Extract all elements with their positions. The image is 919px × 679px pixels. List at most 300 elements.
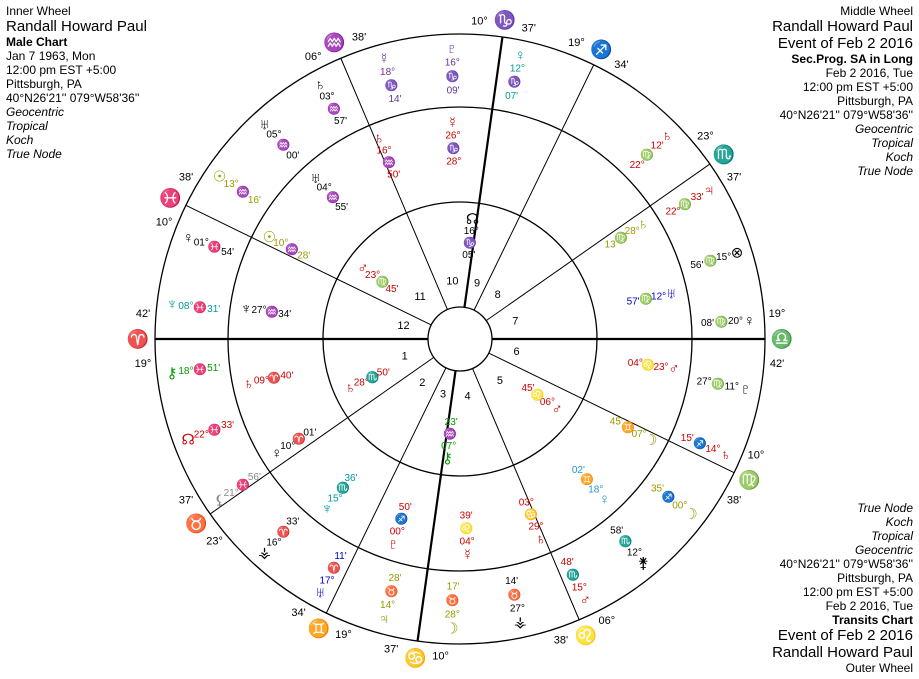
planet-degree: 27° <box>509 603 525 615</box>
cusp-sign-icon: ♎ <box>770 329 794 349</box>
cusp-sign-icon: ♉ <box>184 513 208 534</box>
chart-type: Sec.Prog. SA in Long <box>791 52 913 66</box>
planet-degree: 06° <box>539 397 555 408</box>
planet-group <box>697 377 752 398</box>
planet-group <box>378 51 401 106</box>
cusp-degree: 19° <box>134 357 152 370</box>
planet-minute: 05' <box>462 250 476 261</box>
planet-degree: 12' <box>650 140 664 152</box>
planet-glyph-icon: ☿ <box>446 114 459 132</box>
planet-sign-icon: ♒ <box>235 186 250 199</box>
planet-sign-icon: ♏ <box>365 372 380 384</box>
option: Tropical <box>6 119 48 133</box>
house-number: 4 <box>464 390 471 403</box>
planet-glyph-icon: ☉ <box>212 168 227 186</box>
cusp-degree: 23° <box>206 535 223 548</box>
planet-sign-icon: ♍ <box>640 149 655 162</box>
planet-glyph-icon: ♇ <box>739 380 752 398</box>
planet-glyph-icon: ♅ <box>258 116 271 134</box>
cusp-minute: 37' <box>178 494 194 507</box>
planet-minute: 08' <box>700 317 715 329</box>
planet-minute: 33' <box>221 419 235 431</box>
planet-sign-icon: ♈ <box>326 562 341 575</box>
planet-sign-icon: ♍ <box>678 198 692 211</box>
planet-group <box>240 300 291 320</box>
planet-glyph-icon: ⚶ <box>258 544 271 562</box>
planet-degree: 08° <box>178 300 194 312</box>
cusp-minute: 34' <box>291 607 306 619</box>
planet-glyph-icon: ☽ <box>684 505 698 523</box>
planet-sign-icon: ♒ <box>264 306 279 319</box>
planet-glyph-icon: ☉ <box>262 229 277 247</box>
planet-group <box>373 130 400 180</box>
planet-minute: 40' <box>280 370 294 382</box>
planet-degree: 23° <box>653 361 669 373</box>
planet-sign-icon: ♑ <box>507 76 522 89</box>
house-number: 1 <box>401 350 408 363</box>
planet-sign-icon: ♓ <box>235 479 250 492</box>
planet-group <box>630 128 673 171</box>
planet-group <box>345 368 390 397</box>
planet-degree: 15° <box>327 493 343 505</box>
cusp-degree: 10° <box>155 216 173 229</box>
planet-group <box>701 312 755 329</box>
planet-group <box>505 47 526 102</box>
planet-glyph-icon: ♆ <box>321 500 333 518</box>
wheel-label: Inner Wheel <box>6 4 71 18</box>
cusp-sign-icon: ♐ <box>589 39 613 60</box>
planet-degree: 27° <box>251 305 267 317</box>
cusp-line <box>489 353 734 473</box>
cusp-minute: 38' <box>553 634 569 647</box>
cusp-degree: 10° <box>471 15 488 28</box>
planet-group <box>321 473 357 518</box>
planet-degree: 18° <box>380 67 396 79</box>
planet-sign-icon: ♑ <box>463 237 477 250</box>
cusp-sign-icon: ♒ <box>322 32 346 53</box>
planet-group <box>610 526 649 573</box>
planet-sign-icon: ♉ <box>384 585 399 598</box>
planet-glyph-icon: ☽ <box>643 431 658 449</box>
planet-minute: 45' <box>609 416 623 428</box>
planet-sign-icon: ♏ <box>618 536 633 548</box>
planet-glyph-icon: ♃ <box>378 610 390 628</box>
planet-glyph-icon: ♂ <box>551 401 563 418</box>
center-ring <box>428 307 492 371</box>
house-number: 5 <box>496 375 503 388</box>
planet-glyph-icon: ♀ <box>271 445 283 462</box>
planet-sign-icon: ♍ <box>638 293 653 306</box>
planet-sign-icon: ♌ <box>641 359 656 372</box>
planet-group <box>572 465 610 508</box>
planet-minute: 02' <box>571 465 585 476</box>
planet-degree: 10° <box>280 441 296 453</box>
planet-glyph-icon: ♄ <box>535 530 547 548</box>
planet-sign-icon: ♊ <box>620 422 635 435</box>
planet-degree: 17° <box>319 575 335 587</box>
planet-group <box>214 472 261 510</box>
planet-minute: 57' <box>333 116 348 128</box>
planet-degree: 03° <box>319 91 335 103</box>
planet-minute: 22° <box>629 160 645 171</box>
cusp-sign-icon: ♌ <box>574 625 598 646</box>
planet-glyph-icon: ♅ <box>309 170 322 187</box>
planet-degree: 14° <box>705 444 721 455</box>
cusp-degree: 06° <box>598 615 616 628</box>
planet-sign-icon: ♓ <box>192 302 207 314</box>
planet-sign-icon: ♐ <box>693 437 707 450</box>
option: Geocentric <box>854 122 913 136</box>
house-number: 12 <box>397 320 410 332</box>
planet-degree: 28° <box>444 609 460 621</box>
chart-name: Randall Howard Paul <box>772 18 913 35</box>
cusp-minute: 38' <box>351 31 367 44</box>
planet-minute: 56' <box>247 472 261 484</box>
planet-group <box>519 498 547 548</box>
planet-degree: 14° <box>380 599 396 611</box>
planet-sign-icon: ♉ <box>507 589 522 602</box>
planet-group <box>315 551 347 602</box>
house-number: 6 <box>513 346 520 358</box>
chart-coords: 40°N26'21'' 079°W58'36'' <box>6 91 140 105</box>
planet-sign-icon: ♍ <box>711 378 725 391</box>
wheel-label: Outer Wheel <box>845 661 913 675</box>
planet-glyph-icon: ♆ <box>166 296 178 314</box>
planet-group <box>315 76 347 127</box>
planet-glyph-icon: ⚵ <box>637 555 649 573</box>
cusp-minute: 34' <box>614 59 629 71</box>
planet-minute: 28' <box>297 250 311 262</box>
planet-sign-icon: ♓ <box>192 364 207 376</box>
planet-sign-icon: ♍ <box>703 255 718 268</box>
planet-degree: 00° <box>389 526 405 538</box>
wheel-label: Middle Wheel <box>840 4 913 18</box>
planet-glyph-icon: ♀ <box>514 46 526 64</box>
planet-sign-icon: ♒ <box>326 191 340 204</box>
planet-glyph-icon: ☽ <box>445 620 459 638</box>
planet-degree: 01° <box>193 237 209 249</box>
planet-glyph-icon: ♄ <box>314 76 326 94</box>
chart-date: Jan 7 1963, Mon <box>6 49 96 63</box>
planet-degree: 18° <box>588 484 604 496</box>
planet-glyph-icon: ♇ <box>446 40 458 58</box>
cusp-degree: 19° <box>568 37 585 50</box>
planet-minute: 16' <box>247 194 261 206</box>
planet-degree: 12° <box>651 291 667 303</box>
house-number: 10 <box>446 275 459 288</box>
planet-group <box>627 286 677 308</box>
planet-minute: 39' <box>459 510 473 522</box>
cusp-minute: 38' <box>178 171 194 184</box>
planet-minute: 28° <box>446 156 462 168</box>
planet-glyph-icon: ☿ <box>378 50 390 68</box>
planet-glyph-icon: ⚷ <box>442 449 453 467</box>
cusp-sign-icon: ♍ <box>738 470 761 491</box>
planet-glyph-icon: ♂ <box>579 592 591 609</box>
option: Geocentric <box>854 543 913 557</box>
planet-glyph-icon: ⚷ <box>166 364 178 382</box>
planet-glyph-icon: ♂ <box>357 260 369 277</box>
planet-minute: 58' <box>610 525 624 537</box>
planet-group <box>263 229 311 261</box>
planet-group <box>610 417 658 449</box>
planet-degree: 16° <box>376 145 392 157</box>
planet-degree: 09° <box>253 375 269 387</box>
planet-minute: 50' <box>398 501 412 513</box>
cusp-sign-icon: ♈ <box>126 329 150 349</box>
cusp-line <box>464 37 502 307</box>
option: Geocentric <box>6 105 65 119</box>
planet-sign-icon: ♏ <box>566 569 581 582</box>
cusp-sign-icon: ♊ <box>307 618 331 639</box>
planet-degree: 13° <box>223 179 239 191</box>
planet-minute: 48' <box>560 557 574 569</box>
planet-minute: 22° <box>665 206 681 218</box>
planet-glyph-icon: ⚶ <box>513 614 527 632</box>
option: Koch <box>885 515 913 529</box>
planet-minute: 04° <box>627 358 643 370</box>
planet-glyph-icon: ♃ <box>703 182 715 199</box>
planet-group <box>521 383 562 418</box>
planet-degree: 15° <box>716 251 732 263</box>
planet-glyph-icon: ♅ <box>665 285 677 303</box>
house-number: 9 <box>473 277 481 290</box>
chart-name: Randall Howard Paul <box>6 18 147 35</box>
chart-time: 12:00 pm EST +5:00 <box>6 63 117 77</box>
chart-name: Randall Howard Paul <box>772 644 913 661</box>
house-number: 8 <box>494 288 501 301</box>
planet-group <box>166 296 220 315</box>
house-number: 3 <box>439 388 447 401</box>
planet-minute: 01' <box>303 427 317 439</box>
planet-sign-icon: ♓ <box>207 241 222 254</box>
planet-degree: 05° <box>266 129 282 141</box>
cusp-degree: 06° <box>304 50 322 63</box>
chart-coords: 40°N26'21'' 079°W58'36'' <box>779 108 913 122</box>
chart-place: Pittsburgh, PA <box>6 77 82 91</box>
planet-minute: 23' <box>444 417 458 428</box>
planet-glyph-icon: ♂ <box>668 360 680 378</box>
cusp-degree: 19° <box>335 628 352 641</box>
planet-minute: 14' <box>505 576 519 588</box>
option: Koch <box>6 133 34 147</box>
planet-glyph-icon: ⊗ <box>730 244 744 262</box>
planet-group <box>259 116 300 161</box>
house-cusp-lines <box>155 37 765 641</box>
planet-minute: 15' <box>680 432 694 444</box>
planet-group <box>243 370 293 392</box>
planet-glyph-icon: ☊ <box>181 431 195 449</box>
planet-glyph-icon: ⚸ <box>214 492 226 510</box>
cusp-minute: 37' <box>521 22 536 35</box>
planet-degree: 00° <box>672 500 688 512</box>
planet-group <box>445 41 460 97</box>
planet-minute: 36' <box>344 473 358 484</box>
planet-glyph-icon: ♇ <box>387 535 399 553</box>
planet-degree: 07° <box>441 440 457 452</box>
planet-glyph-icon: ♀ <box>598 491 611 508</box>
planet-sign-icon: ♒ <box>326 103 341 116</box>
cusp-minute: 37' <box>384 643 399 656</box>
planet-group <box>651 483 698 522</box>
chart-date: Feb 2 2016, Tue <box>825 66 913 80</box>
planet-glyph-icon: ♄ <box>637 216 649 233</box>
chart-place: Pittsburgh, PA <box>837 94 913 108</box>
planet-group <box>445 115 461 168</box>
planet-degree: 29° <box>528 521 544 533</box>
planet-glyph-icon: ☿ <box>461 546 474 564</box>
planet-sign-icon: ♒ <box>381 156 396 169</box>
option: True Node <box>6 147 62 161</box>
planet-group <box>561 557 591 609</box>
planet-group <box>441 417 458 467</box>
planet-minute: 57' <box>626 296 640 308</box>
planet-sign-icon: ♋ <box>524 509 539 522</box>
planet-minute: 54' <box>221 247 235 259</box>
planet-group <box>310 170 348 213</box>
planet-minute: 03° <box>518 497 534 509</box>
planet-minute: 00' <box>286 150 300 162</box>
cusp-sign-icon: ♋ <box>403 647 427 668</box>
planet-sign-icon: ♊ <box>580 474 594 487</box>
planet-group <box>690 245 743 272</box>
planet-sign-icon: ♌ <box>459 522 474 535</box>
planet-minute: 51' <box>207 362 221 374</box>
house-number: 2 <box>419 377 426 390</box>
planet-minute: 34' <box>278 308 292 320</box>
planet-sign-icon: ♑ <box>446 143 461 156</box>
planet-sign-icon: ♍ <box>614 232 628 245</box>
planet-glyph-icon: ♅ <box>314 584 326 602</box>
planet-minute: 17' <box>446 581 460 593</box>
planet-minute: 56' <box>690 260 704 272</box>
planet-degree: 10° <box>273 238 289 250</box>
planet-degree: 28° <box>624 225 640 237</box>
planet-sign-icon: ♓ <box>207 424 222 437</box>
option: True Node <box>857 164 913 178</box>
planet-minute: 13 <box>604 239 616 251</box>
planet-glyph-icon: ♆ <box>240 300 252 318</box>
chart-event: Event of Feb 2 2016 <box>777 627 913 644</box>
planet-minute: 11' <box>334 550 347 562</box>
planet-group <box>213 168 261 206</box>
planet-sign-icon: ♒ <box>285 243 300 256</box>
planet-group <box>388 502 412 553</box>
planet-degree: 11° <box>724 381 739 393</box>
planet-sign-icon: ♏ <box>336 482 350 495</box>
planet-glyph-icon: ♄ <box>344 379 357 397</box>
planet-degree: 22° <box>193 429 209 441</box>
planet-glyph-icon: ♄ <box>243 375 255 393</box>
planet-group <box>182 420 235 449</box>
planet-degree: 18° <box>178 366 194 378</box>
chart-type: Transits Chart <box>832 613 913 627</box>
planet-glyph-icon: ♄ <box>661 127 673 145</box>
option: Koch <box>885 150 913 164</box>
chart-type: Male Chart <box>6 35 68 49</box>
cusp-line <box>473 368 580 619</box>
planet-group <box>462 211 479 261</box>
planet-degree: 12° <box>626 547 642 559</box>
planet-glyph-icon: ♀ <box>182 229 194 247</box>
planet-group <box>665 182 714 218</box>
planet-sign-icon: ♒ <box>443 428 457 441</box>
house-number: 11 <box>414 290 426 303</box>
planet-minute: 09' <box>446 85 460 97</box>
cusp-line <box>474 65 594 310</box>
planet-group <box>445 581 460 637</box>
planet-degree: 15° <box>571 582 587 594</box>
planet-sign-icon: ♑ <box>384 80 399 93</box>
planet-degree: 16° <box>444 57 460 69</box>
cusp-degree: 23° <box>697 130 714 143</box>
house-number: 7 <box>512 315 519 328</box>
planet-minute: 31' <box>207 304 221 316</box>
planet-group <box>183 229 235 258</box>
planet-minute: 45' <box>385 284 399 296</box>
planet-group <box>357 260 398 295</box>
planet-degree: 23° <box>365 270 381 281</box>
planet-sign-icon: ♒ <box>276 139 291 152</box>
planet-sign-icon: ♑ <box>445 71 460 84</box>
planet-degree: 04° <box>316 182 332 194</box>
planet-degree: 16° <box>463 226 479 238</box>
planet-minute: 55' <box>335 202 349 213</box>
chart-date: Feb 2 2016, Tue <box>825 599 913 613</box>
planet-sign-icon: ♈ <box>267 372 282 385</box>
option: Tropical <box>871 136 913 150</box>
planet-minute: 45' <box>521 382 535 394</box>
planet-sign-icon: ♈ <box>292 433 306 446</box>
planet-minute: 28' <box>388 572 402 584</box>
planet-minute: 50' <box>376 367 390 379</box>
planet-glyph-icon: ♀ <box>743 312 756 330</box>
chart-time: 12:00 pm EST +5:00 <box>802 585 913 599</box>
planet-glyph-icon: ♄ <box>720 446 732 464</box>
planet-sign-icon: ♍ <box>714 316 729 329</box>
planet-degree: 21° <box>223 487 239 499</box>
chart-place: Pittsburgh, PA <box>837 571 913 585</box>
planet-glyph-icon: ☊ <box>465 211 480 229</box>
planet-sign-icon: ♍ <box>375 276 390 289</box>
cusp-minute: 42' <box>135 308 151 321</box>
cusp-minute: 37' <box>726 171 742 184</box>
cusp-sign-icon: ♑ <box>493 10 517 31</box>
cusp-line <box>186 205 431 325</box>
chart-event: Event of Feb 2 2016 <box>777 35 913 52</box>
planet-minute: 27° <box>696 376 712 388</box>
planet-minute: 07' <box>505 90 519 102</box>
cusp-degree: 10° <box>747 449 765 462</box>
planet-group <box>628 358 680 378</box>
option: True Node <box>857 501 913 515</box>
planet-group <box>378 573 401 628</box>
planet-degree: 33' <box>690 192 704 204</box>
planet-glyph-icon: ♄ <box>373 130 385 148</box>
planet-minute: 14' <box>388 94 402 106</box>
planet-group <box>258 517 299 562</box>
cusp-minute: 42' <box>769 357 785 370</box>
planet-group <box>167 363 221 382</box>
cusp-sign-icon: ♏ <box>712 144 736 165</box>
planet-degree: 16° <box>266 537 282 549</box>
planet-group <box>460 510 475 563</box>
cusp-minute: 38' <box>726 494 742 507</box>
cusp-sign-icon: ♓ <box>159 187 182 208</box>
planet-degree: 12° <box>509 63 525 75</box>
option: Tropical <box>871 529 913 543</box>
planet-sign-icon: ♐ <box>661 491 676 504</box>
